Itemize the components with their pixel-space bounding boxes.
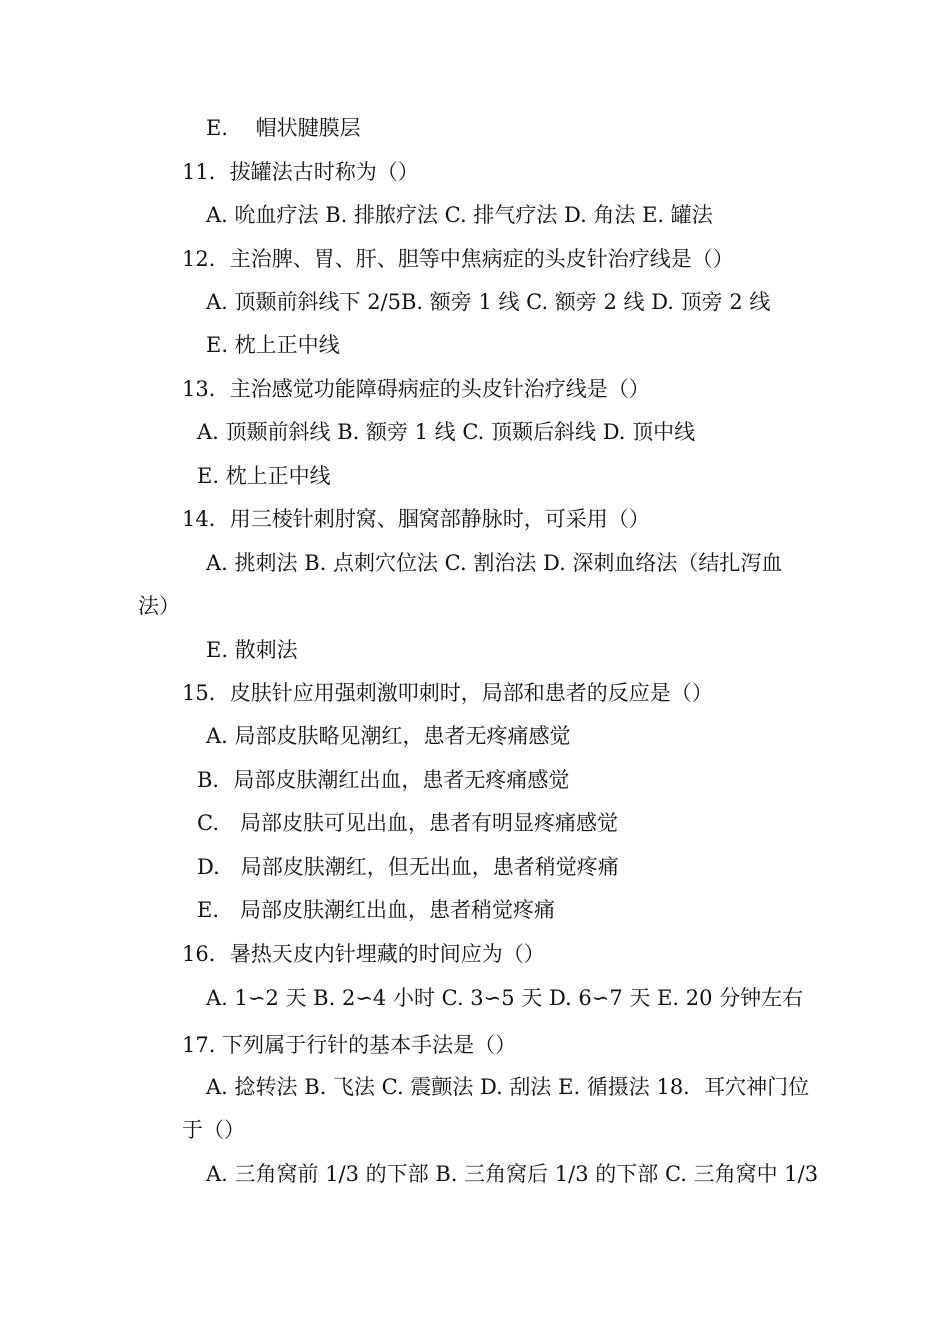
question-11: 11．拔罐法古时称为（） — [182, 160, 419, 184]
options-13: A. 顶颞前斜线 B. 额旁 1 线 C. 顶颞后斜线 D. 顶中线 — [197, 420, 696, 444]
question-12: 12．主治脾、胃、肝、胆等中焦病症的头皮针治疗线是（） — [182, 247, 734, 271]
question-14: 14．用三棱针刺肘窝、腘窝部静脉时，可采用（） — [182, 507, 650, 531]
question-18-continued: 于（） — [182, 1118, 245, 1142]
question-13: 13．主治感觉功能障碍病症的头皮针治疗线是（） — [182, 377, 650, 401]
option-14-e: E. 散刺法 — [206, 638, 298, 662]
text-line: E. 帽状腱膜层 — [206, 116, 361, 140]
options-14: A. 挑刺法 B. 点刺穴位法 C. 割治法 D. 深刺血络法（结扎泻血 — [206, 551, 783, 575]
option-15-e: E. 局部皮肤潮红出血，患者稍觉疼痛 — [197, 898, 556, 922]
options-12: A. 顶颞前斜线下 2/5B. 额旁 1 线 C. 额旁 2 线 D. 顶旁 2 线 — [206, 290, 771, 314]
option-15-c: C. 局部皮肤可见出血，患者有明显疼痛感觉 — [197, 811, 618, 835]
option-15-a: A. 局部皮肤略见潮红，患者无疼痛感觉 — [206, 724, 571, 748]
options-18: A. 三角窝前 1/3 的下部 B. 三角窝后 1/3 的下部 C. 三角窝中 1/3 — [206, 1162, 819, 1186]
options-11: A. 吮血疗法 B. 排脓疗法 C. 排气疗法 D. 角法 E. 罐法 — [206, 203, 713, 227]
options-16: A. 1∽2 天 B. 2∽4 小时 C. 3∽5 天 D. 6∽7 天 E. 20 分钟左右 — [206, 986, 804, 1010]
question-15: 15．皮肤针应用强刺激叩刺时，局部和患者的反应是（） — [182, 681, 713, 705]
option-13-e: E. 枕上正中线 — [197, 464, 331, 488]
option-12-e: E. 枕上正中线 — [206, 333, 340, 357]
option-15-b: B．局部皮肤潮红出血，患者无疼痛感觉 — [197, 768, 570, 792]
options-14-continued: 法） — [138, 594, 180, 618]
question-17: 17. 下列属于行针的基本手法是（） — [182, 1033, 517, 1057]
option-15-d: D. 局部皮肤潮红，但无出血，患者稍觉疼痛 — [197, 855, 619, 879]
options-17-and-question-18: A. 捻转法 B. 飞法 C. 震颤法 D. 刮法 E. 循摄法 18．耳穴神门位 — [206, 1075, 810, 1099]
question-16: 16．暑热天皮内针埋藏的时间应为（） — [182, 942, 545, 966]
